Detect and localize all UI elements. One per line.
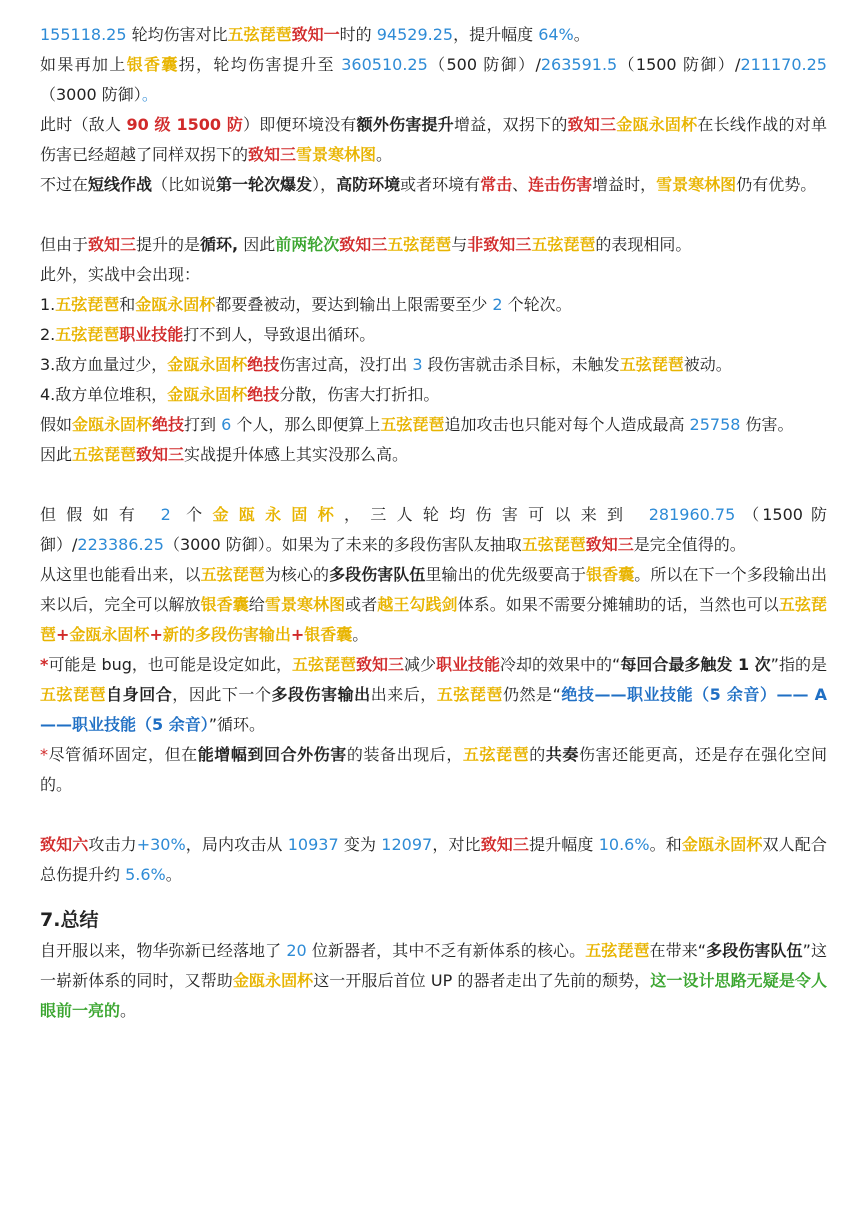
keyword-red: 致知三 <box>88 235 137 254</box>
keyword-red: 致知三 <box>248 145 297 164</box>
paragraph <box>40 440 827 470</box>
item-name: 越王勾践剑 <box>377 595 458 614</box>
bold-term: 多段伤害队伍 <box>706 941 803 960</box>
number-highlight: 10937 <box>287 835 339 854</box>
text: 位新器者，其中不乏有新体系的核心。 <box>306 941 586 960</box>
paragraph <box>40 500 827 560</box>
paragraph <box>40 20 827 50</box>
text: 为核心的 <box>264 565 330 584</box>
keyword-red: 致知三 <box>567 115 617 134</box>
text: 此外，实战中会出现： <box>40 265 201 284</box>
text: 。 <box>376 145 393 164</box>
keyword-red: 绝技 <box>247 385 280 404</box>
keyword-red: 连击伤害 <box>528 175 593 194</box>
text: 如果再加上 <box>40 55 127 74</box>
bold-term: 能增幅到回合外伤害 <box>197 745 347 764</box>
item-name: 金瓯永固杯 <box>681 835 763 854</box>
item-name: 金瓯永固杯 <box>69 625 150 644</box>
paragraph <box>40 320 827 350</box>
keyword-red: 绝技 <box>247 355 280 374</box>
item-name: 五弦琵琶 <box>72 445 137 464</box>
number-highlight: 20 <box>286 941 307 960</box>
text: 2. <box>40 325 56 344</box>
text: ，局内攻击从 <box>185 835 288 854</box>
paragraph <box>40 50 827 110</box>
text: 伤害还能更高，还是存在强化空间的。 <box>40 745 827 794</box>
number-highlight: 3 <box>412 355 423 374</box>
highlight-green: 这一设计思路无疑是令人眼前一亮的 <box>40 971 827 1020</box>
keyword-red: 非致知三 <box>467 235 532 254</box>
keyword-red: + <box>290 625 305 644</box>
item-name: 五弦琵琶 <box>462 745 530 764</box>
text: 3.敌方血量过少， <box>40 355 168 374</box>
text: 都要叠被动，要达到输出上限需要至少 <box>215 295 493 314</box>
bold-term: 多段伤害输出 <box>271 685 371 704</box>
item-name: 新的多段伤害输出 <box>162 625 291 644</box>
text: 冷却的效果中的“ <box>500 655 621 674</box>
paragraph <box>40 170 827 200</box>
number-highlight: 64% <box>538 25 574 44</box>
item-name: 五弦琵琶 <box>55 295 120 314</box>
text: （比如说 <box>152 175 217 194</box>
number-highlight: 223386.25 <box>77 535 164 554</box>
item-name: 五弦琵琶 <box>531 235 596 254</box>
paragraph <box>40 230 827 260</box>
keyword-red: 90 级 1500 防 <box>126 115 244 134</box>
number-highlight: 5.6% <box>125 865 166 884</box>
text: 攻击力 <box>88 835 137 854</box>
paragraph <box>40 380 827 410</box>
keyword-red: 常击 <box>480 175 513 194</box>
number-highlight: 263591.5 <box>540 55 618 74</box>
text: 打不到人，导致退出循环。 <box>183 325 376 344</box>
item-name: 银香囊 <box>304 625 353 644</box>
text: ，因此下一个 <box>172 685 272 704</box>
text: 个 <box>170 505 213 524</box>
item-name: 五弦琵琶 <box>380 415 445 434</box>
item-name: 金瓯永固杯 <box>616 115 698 134</box>
text: 伤害。 <box>740 415 794 434</box>
item-name: 银香囊 <box>126 55 179 74</box>
item-name: 金瓯永固杯 <box>135 295 216 314</box>
text: 仍然是“ <box>502 685 561 704</box>
text: 不过在 <box>40 175 89 194</box>
number-highlight: 25758 <box>689 415 741 434</box>
keyword-red: 致知三 <box>480 835 530 854</box>
text: 。 <box>165 865 182 884</box>
text: 的 <box>529 745 546 764</box>
item-name: 五弦琵琶 <box>40 685 107 704</box>
highlight-green: 前两轮次 <box>275 235 340 254</box>
text: 。 <box>352 625 369 644</box>
keyword-red: 绝技 <box>152 415 185 434</box>
text: 因此 <box>40 445 73 464</box>
text: 增益时， <box>592 175 657 194</box>
item-name: 银香囊 <box>586 565 635 584</box>
text: 1. <box>40 295 56 314</box>
text: ）即便环境没有 <box>243 115 357 134</box>
item-name: 五弦琵琶 <box>40 595 827 644</box>
bold-term: 每回合最多触发 1 次 <box>620 655 771 674</box>
text: ”循环。 <box>208 715 266 734</box>
text: 自开服以来，物华弥新已经落地了 <box>40 941 287 960</box>
text: ）， <box>312 175 337 194</box>
bold-term: 短线作战 <box>88 175 153 194</box>
item-name: 五弦琵琶 <box>200 565 265 584</box>
text: （3000 防御） <box>40 85 142 104</box>
text: 4.敌方单位堆积， <box>40 385 168 404</box>
text: 体系。如果不需要分摊辅助的话，当然也可以 <box>457 595 779 614</box>
keyword-red: * <box>40 655 49 674</box>
keyword-red: 致知一 <box>291 25 340 44</box>
text: 与 <box>451 235 468 254</box>
item-name: 雪景寒林图 <box>656 175 737 194</box>
text: 提升的是 <box>136 235 201 254</box>
paragraph <box>40 650 827 740</box>
text: 在长线作战的对单伤害已经超越了同样双拐下的 <box>40 115 827 164</box>
text: 在带来“ <box>649 941 707 960</box>
text: 此时（敌人 <box>40 115 127 134</box>
text: （1500 防御）/ <box>617 55 741 74</box>
asterisk-note: * <box>40 745 48 764</box>
item-name: 雪景寒林图 <box>264 595 346 614</box>
keyword-red: 致知三 <box>585 535 634 554</box>
text: 可能是 bug，也可能是设定如此， <box>48 655 292 674</box>
text: （1500 防御）/ <box>40 505 827 554</box>
text: 但由于 <box>40 235 89 254</box>
text: 仍有优势。 <box>736 175 817 194</box>
bold-term: 第一轮次爆发 <box>216 175 313 194</box>
text: 尽管循环固定，但在 <box>48 745 198 764</box>
text: 增益，双拐下的 <box>454 115 568 134</box>
keyword-red: + <box>56 625 70 644</box>
number-highlight: 。 <box>141 85 158 104</box>
paragraph <box>40 110 827 170</box>
text: （500 防御）/ <box>427 55 541 74</box>
item-name: 五弦琵琶 <box>436 685 503 704</box>
bold-term: 多段伤害队伍 <box>329 565 426 584</box>
item-name: 银香囊 <box>200 595 249 614</box>
text: 和 <box>119 295 136 314</box>
bold-term: 自身回合 <box>106 685 173 704</box>
paragraph <box>40 260 827 290</box>
text: 实战提升体感上其实没那么高。 <box>184 445 409 464</box>
text: 拐，轮均伤害提升至 <box>178 55 342 74</box>
paragraph <box>40 936 827 1026</box>
keyword-red: 致知三 <box>339 235 388 254</box>
text: 。和 <box>649 835 682 854</box>
text: 或者 <box>345 595 378 614</box>
text: ”指的是 <box>770 655 827 674</box>
paragraph-gap <box>40 200 827 230</box>
text: 追加攻击也只能对每个人造成最高 <box>444 415 690 434</box>
text: 给 <box>248 595 265 614</box>
cycle-sequence: 绝技——职业技能（5 余音）—— A ——职业技能（5 余音） <box>40 685 827 734</box>
paragraph <box>40 290 827 320</box>
text: 是完全值得的。 <box>633 535 746 554</box>
number-highlight: 12097 <box>381 835 433 854</box>
text: ，对比 <box>432 835 481 854</box>
number-highlight: 211170.25 <box>740 55 827 74</box>
text: 、 <box>512 175 529 194</box>
text: 提升幅度 <box>529 835 599 854</box>
item-name: 金瓯永固杯 <box>167 355 248 374</box>
section-heading: 7.总结 <box>40 909 99 931</box>
item-name: 雪景寒林图 <box>296 145 377 164</box>
text: ，提升幅度 <box>453 25 539 44</box>
text: 假如 <box>40 415 73 434</box>
text: 的装备出现后， <box>346 745 463 764</box>
text: 段伤害就击杀目标，未触发 <box>422 355 620 374</box>
text: 打到 <box>184 415 222 434</box>
text: 的表现相同。 <box>595 235 692 254</box>
text: ，三人轮均伤害可以来到 <box>344 505 649 524</box>
number-highlight: 94529.25 <box>376 25 454 44</box>
text: 被动。 <box>683 355 732 374</box>
number-highlight: 2 <box>160 505 171 524</box>
text: 因此 <box>238 235 276 254</box>
text: 出来后， <box>370 685 437 704</box>
keyword-red: 致知三 <box>136 445 185 464</box>
text: 。 <box>573 25 590 44</box>
keyword-red: 致知六 <box>40 835 89 854</box>
paragraph <box>40 740 827 800</box>
item-name: 金瓯永固杯 <box>72 415 153 434</box>
item-name: 五弦琵琶 <box>387 235 452 254</box>
item-name: 五弦琵琶 <box>55 325 120 344</box>
paragraph-gap <box>40 470 827 500</box>
paragraph <box>40 830 827 890</box>
item-name: 五弦琵琶 <box>227 25 292 44</box>
text: 伤害过高，没打出 <box>279 355 413 374</box>
text: 减少 <box>404 655 437 674</box>
bold-term: 共奏 <box>545 745 579 764</box>
paragraph-gap <box>40 800 827 830</box>
text: 里输出的优先级要高于 <box>425 565 587 584</box>
bold-term: 高防环境 <box>336 175 401 194</box>
item-name: 五弦琵琶 <box>585 941 650 960</box>
text: 变为 <box>338 835 382 854</box>
number-highlight: 2 <box>492 295 503 314</box>
number-highlight: 155118.25 <box>40 25 127 44</box>
text: 这一开服后首位 UP 的器者走出了先前的颓势， <box>313 971 651 990</box>
text: 分散，伤害大打折扣。 <box>279 385 440 404</box>
text: （3000 防御）。如果为了未来的多段伤害队友抽取 <box>163 535 522 554</box>
bold-term: 循环, <box>200 235 239 254</box>
number-highlight: 10.6% <box>598 835 650 854</box>
keyword-red: 职业技能 <box>436 655 501 674</box>
number-highlight: 6 <box>221 415 232 434</box>
paragraph <box>40 350 827 380</box>
paragraph <box>40 410 827 440</box>
text: 从这里也能看出来，以 <box>40 565 201 584</box>
item-name: 金瓯永固杯 <box>212 505 345 524</box>
number-highlight: 281960.75 <box>648 505 736 524</box>
keyword-red: 致知三 <box>355 655 404 674</box>
keyword-red: + <box>149 625 163 644</box>
item-name: 五弦琵琶 <box>521 535 586 554</box>
item-name: 金瓯永固杯 <box>232 971 314 990</box>
text: 但假如有 <box>40 505 161 524</box>
text: 个轮次。 <box>502 295 572 314</box>
number-highlight: +30% <box>136 835 186 854</box>
paragraph <box>40 560 827 650</box>
text: 轮均伤害对比 <box>126 25 228 44</box>
text: 。所以在下一个多段输出出来以后，完全可以解放 <box>40 565 827 614</box>
bold-term: 额外伤害提升 <box>356 115 454 134</box>
item-name: 五弦琵琶 <box>291 655 356 674</box>
text: 双人配合总伤提升约 <box>40 835 827 884</box>
text: 个人，那么即便算上 <box>231 415 381 434</box>
keyword-red: 职业技能 <box>119 325 184 344</box>
item-name: 金瓯永固杯 <box>167 385 248 404</box>
text: 或者环境有 <box>400 175 481 194</box>
text: 时的 <box>339 25 377 44</box>
text: 。 <box>120 1001 137 1020</box>
number-highlight: 360510.25 <box>341 55 428 74</box>
item-name: 五弦琵琶 <box>619 355 684 374</box>
text: ”这一崭新体系的同时，又帮助 <box>40 941 827 990</box>
